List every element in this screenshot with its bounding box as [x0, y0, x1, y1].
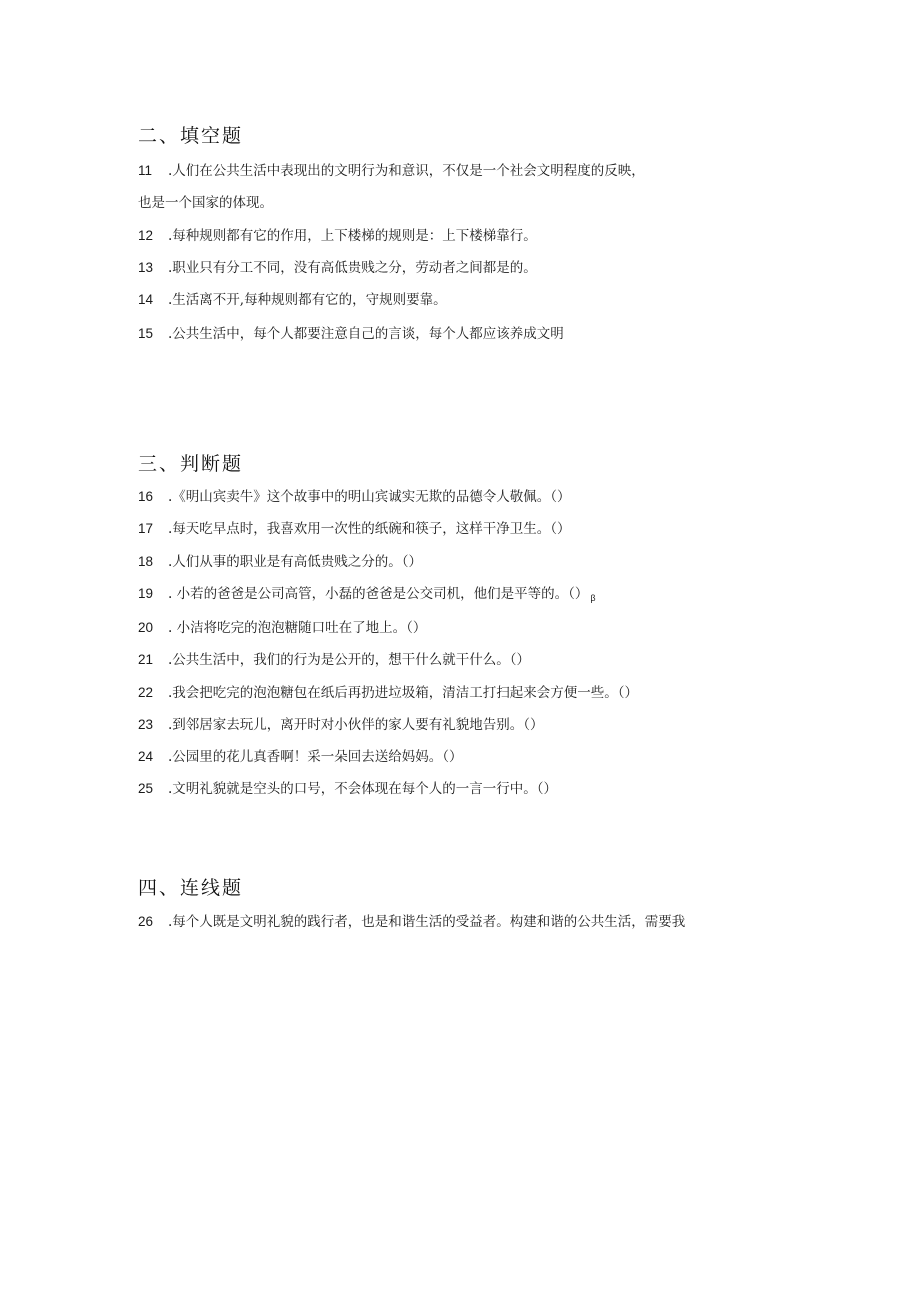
question-19: [138, 585, 596, 607]
question-12: [138, 227, 537, 245]
question-20: [138, 619, 426, 637]
question-number: 11: [138, 163, 153, 178]
question-text: .每天吃早点时，我喜欢用一次性的纸碗和筷子，这样干净卫生。（）: [168, 521, 571, 537]
question-25: [138, 780, 557, 798]
question-text: .人们从事的职业是有高低贵贱之分的。（）: [168, 554, 423, 570]
question-23: [138, 716, 544, 734]
question-11: [138, 162, 645, 180]
question-16: [138, 488, 571, 506]
question-number: 16: [138, 489, 154, 504]
question-26: [138, 913, 685, 931]
question-text: .《明山宾卖牛》这个故事中的明山宾诚实无欺的品德令人敬佩。（）: [168, 489, 571, 505]
question-text: .生活离不开,每种规则都有它的，守规则要靠。: [168, 292, 447, 308]
question-24: [138, 748, 463, 766]
question-21: [138, 651, 530, 669]
question-number: 17: [138, 521, 154, 536]
question-13: [138, 259, 537, 277]
question-text: .每个人既是文明礼貌的践行者，也是和谐生活的受益者。构建和谐的公共生活，需要我: [168, 914, 686, 930]
question-number: 26: [138, 914, 154, 929]
section-title-fill-blank: 二、填空题: [138, 125, 244, 147]
question-text: .公园里的花儿真香啊！采一朵回去送给妈妈。（）: [168, 749, 463, 765]
question-number: 12: [138, 228, 154, 243]
question-number: 18: [138, 554, 154, 569]
section-title-matching: 四、连线题: [138, 877, 244, 899]
question-number: 23: [138, 717, 154, 732]
question-text: .文明礼貌就是空头的口号，不会体现在每个人的一言一行中。（）: [168, 781, 558, 797]
question-18: [138, 553, 422, 571]
question-number: 24: [138, 749, 154, 764]
question-number: 22: [138, 685, 154, 700]
question-text: .到邻居家去玩儿，离开时对小伙伴的家人要有礼貌地告别。（）: [168, 717, 544, 733]
section-title-true-false: 三、判断题: [138, 453, 244, 475]
question-number: 21: [138, 652, 154, 667]
question-14: [138, 291, 447, 309]
question-text: . 小若的爸爸是公司高管，小磊的爸爸是公交司机，他们是平等的。（）: [168, 586, 589, 602]
stray-mark: β: [590, 593, 596, 603]
question-number: 15: [138, 326, 154, 341]
question-text: .我会把吃完的泡泡糖包在纸后再扔进垃圾箱，清洁工打扫起来会方便一些。（）: [168, 685, 639, 701]
question-text: .每种规则都有它的作用，上下楼梯的规则是：上下楼梯靠行。: [168, 228, 537, 244]
question-number: 25: [138, 781, 154, 796]
question-number: 20: [138, 620, 154, 635]
question-text: .公共生活中，每个人都要注意自己的言谈，每个人都应该养成文明: [168, 326, 564, 342]
question-text: .人们在公共生活中表现出的文明行为和意识，不仅是一个社会文明程度的反映，: [168, 163, 645, 179]
question-17: [138, 520, 571, 538]
question-number: 14: [138, 292, 154, 307]
question-11-continuation: 也是一个国家的体现。: [138, 195, 273, 211]
question-text: .公共生活中，我们的行为是公开的，想干什么就干什么。（）: [168, 652, 531, 668]
question-22: [138, 684, 638, 702]
question-15: [138, 325, 564, 343]
question-text: . 小洁将吃完的泡泡糖随口吐在了地上。（）: [168, 620, 427, 636]
question-text: .职业只有分工不同，没有高低贵贱之分，劳动者之间都是的。: [168, 260, 537, 276]
question-number: 19: [138, 586, 154, 601]
question-number: 13: [138, 260, 154, 275]
